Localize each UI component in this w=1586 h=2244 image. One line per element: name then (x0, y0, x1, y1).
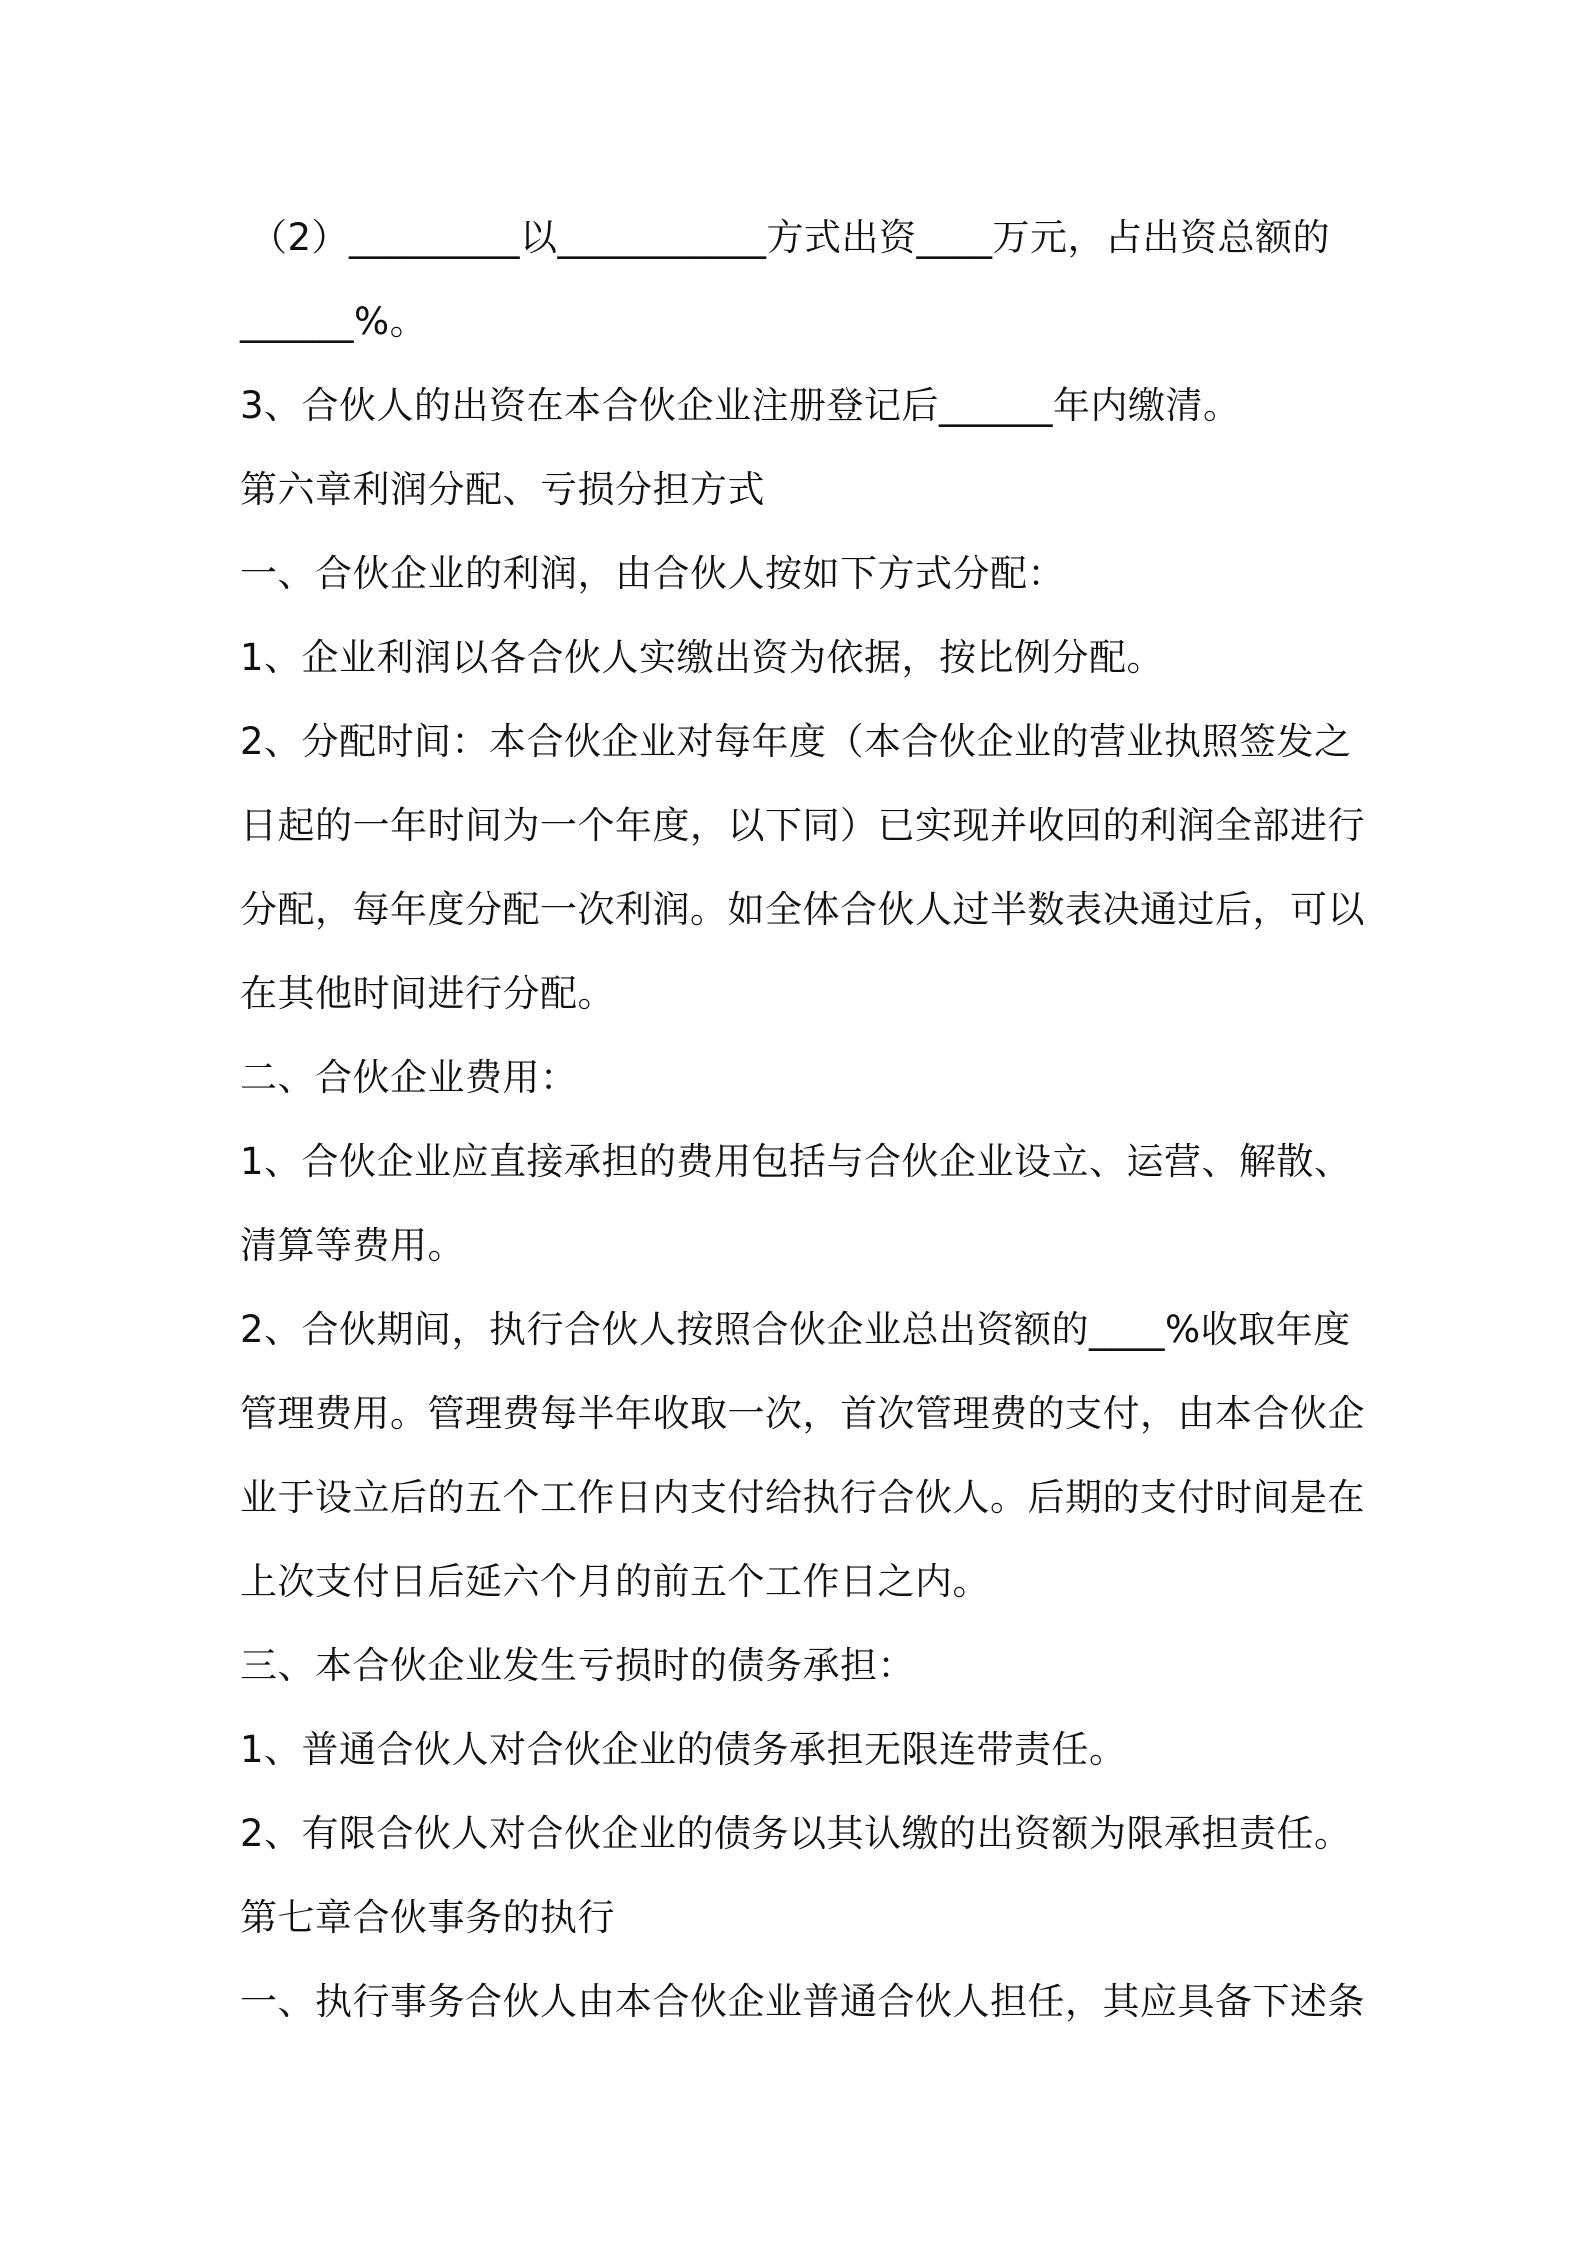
paragraph-line: （2）_________以___________方式出资____万元，占出资总额的 (250, 216, 1331, 259)
paragraph-line: 业于设立后的五个工作日内支付给执行合伙人。后期的支付时间是在 (240, 1476, 1365, 1519)
section-heading: 二、合伙企业费用： (240, 1056, 578, 1099)
section-heading: 一、执行事务合伙人由本合伙企业普通合伙人担任，其应具备下述条 (240, 1980, 1365, 2023)
paragraph-line: 1、普通合伙人对合伙企业的债务承担无限连带责任。 (240, 1728, 1127, 1771)
paragraph-line: 2、合伙期间，执行合伙人按照合伙企业总出资额的____%收取年度 (240, 1308, 1351, 1351)
paragraph-line: 分配，每年度分配一次利润。如全体合伙人过半数表决通过后，可以 (240, 888, 1365, 931)
paragraph-line: 1、企业利润以各合伙人实缴出资为依据，按比例分配。 (240, 636, 1165, 679)
paragraph-line: 3、合伙人的出资在本合伙企业注册登记后______年内缴清。 (240, 384, 1241, 427)
paragraph-line: 日起的一年时间为一个年度，以下同）已实现并收回的利润全部进行 (240, 804, 1365, 847)
chapter-heading: 第六章利润分配、亏损分担方式 (240, 468, 765, 511)
paragraph-line: 上次支付日后延六个月的前五个工作日之内。 (240, 1560, 990, 1603)
paragraph-line: ______%。 (240, 300, 428, 343)
paragraph-line: 管理费用。管理费每半年收取一次，首次管理费的支付，由本合伙企 (240, 1392, 1365, 1435)
paragraph-line: 2、分配时间：本合伙企业对每年度（本合伙企业的营业执照签发之 (240, 720, 1352, 763)
chapter-heading: 第七章合伙事务的执行 (240, 1896, 615, 1939)
paragraph-line: 1、合伙企业应直接承担的费用包括与合伙企业设立、运营、解散、 (240, 1140, 1352, 1183)
paragraph-line: 2、有限合伙人对合伙企业的债务以其认缴的出资额为限承担责任。 (240, 1812, 1352, 1855)
section-heading: 三、本合伙企业发生亏损时的债务承担： (240, 1644, 915, 1687)
paragraph-line: 清算等费用。 (240, 1224, 465, 1267)
paragraph-line: 在其他时间进行分配。 (240, 972, 615, 1015)
section-heading: 一、合伙企业的利润，由合伙人按如下方式分配： (240, 552, 1065, 595)
document-body (240, 196, 1365, 2044)
